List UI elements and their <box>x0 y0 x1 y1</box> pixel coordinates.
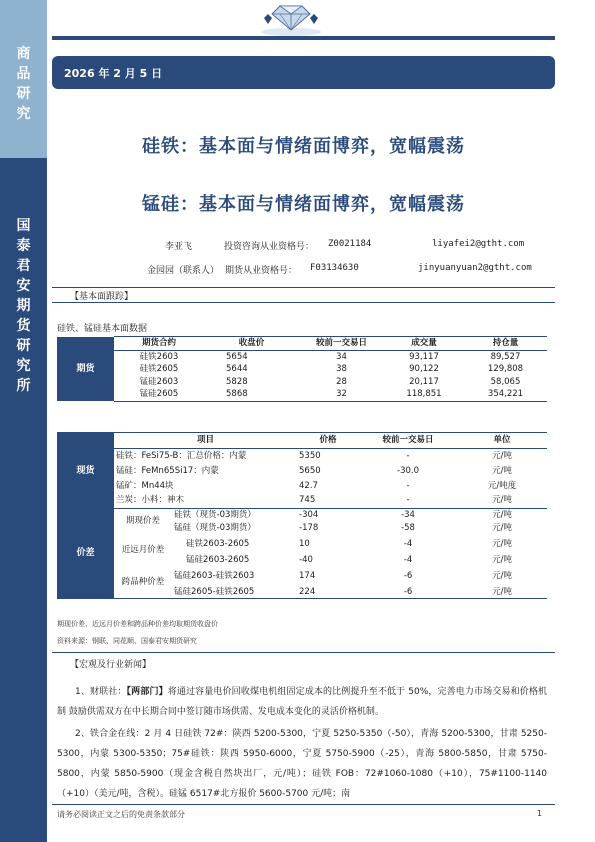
cell: 28 <box>336 376 347 387</box>
cell: 224 <box>297 586 359 599</box>
cell: 锰硅2603 <box>139 376 179 387</box>
date-banner <box>52 56 555 89</box>
sidebar-char: 研 <box>16 338 31 354</box>
sidebar-char: 安 <box>16 278 31 294</box>
cell: 354,221 <box>464 388 547 401</box>
contact-email[interactable]: jinyuanyuan2@gtht.com <box>418 263 532 273</box>
col-unit: 单位 <box>457 433 547 449</box>
section-heading-news: 【宏观及行业新闻】 <box>70 660 152 670</box>
sidebar-char: 期 <box>16 298 31 314</box>
cell: 38 <box>336 364 347 374</box>
sidebar-char: 研 <box>16 86 31 102</box>
table-row <box>57 509 547 522</box>
cell: 93,117 <box>409 351 439 362</box>
cell: 元/吨 <box>492 451 512 462</box>
cell: 元/吨 <box>457 493 547 508</box>
category-spread: 价差 <box>57 509 114 599</box>
footer-rule <box>52 804 555 805</box>
cell: - <box>406 451 410 462</box>
cell: -4 <box>403 538 413 549</box>
cell: 元/吨 <box>457 586 547 599</box>
spread-group-label: 期现价差 <box>125 516 160 527</box>
cell: - <box>406 480 410 491</box>
news-item-2: 2、铁合金在线：2 月 4 日硅铁 72#：陕西 5200-5300，宁夏 5250-5350（-50），青海 5200-5300，甘肃 5250-5300，内蒙 5300-5350；75#硅铁：陕西 5950-6000，宁夏 5750-5900（-25），青海 5800-5850，甘肃 5750-5800，内蒙 5850-5900（现金含税自然块出厂，元/吨）；硅铁 FOB：72#1060-1080（+10），75#1100-1140（+10）（美元/吨，含税）。硅锰 6517#北方报价 5600-5700 元/吨；南 <box>57 729 547 799</box>
table-row <box>57 350 547 363</box>
author-email[interactable]: liyafei2@gtht.com <box>432 239 525 249</box>
news-bold-tag: 【两部门】 <box>126 687 168 697</box>
cell: 锰硅：FeMn65Si17：内蒙 <box>116 465 219 476</box>
cell: -6 <box>359 586 457 599</box>
cell: 锰硅2603-2605 <box>186 554 250 565</box>
table-row <box>57 566 547 586</box>
cell: 34 <box>336 351 347 362</box>
contact-qual-label: 期货从业资格号： <box>225 266 298 276</box>
spread-group-label: 近远月价差 <box>121 544 165 555</box>
cell: 42.7 <box>299 480 318 491</box>
category-spot: 现货 <box>57 433 114 509</box>
news-item-1 <box>57 682 547 722</box>
cell: 硅铁2603 <box>139 351 179 362</box>
cell: 元/吨 <box>492 554 512 565</box>
cell: 元/吨 <box>492 510 512 520</box>
news-text: 将通过容量电价回收煤电机组固定成本的比例提升至不低于 50%，完善电力市场交易和价格机制 鼓励供需双方在中长期合同中签订随市场供需、发电成本变化的灵活价格机制。 <box>57 687 547 717</box>
col-volume: 成交量 <box>384 337 464 351</box>
col-change: 较前一交易日 <box>299 337 384 351</box>
sidebar-char: 君 <box>16 258 31 274</box>
cell: -40 <box>299 554 313 565</box>
report-title-silicon-iron: 硅铁：基本面与情绪面博弈，宽幅震荡 <box>142 136 465 157</box>
cell: 58,065 <box>490 376 521 387</box>
cell: 硅铁2605 <box>139 364 179 374</box>
author-name: 李亚飞 <box>165 242 193 252</box>
sidebar-char: 所 <box>16 378 31 394</box>
header-rule <box>52 36 555 40</box>
table-title: 硅铁、锰硅基本面数据 <box>57 324 148 334</box>
cell: 元/吨 <box>492 522 512 533</box>
cell: 锰硅2605 <box>114 388 204 401</box>
sidebar-char: 商 <box>16 46 31 62</box>
cell: 元/吨 <box>492 570 512 581</box>
cell: 5644 <box>226 364 248 374</box>
contact-qual-no: F03134630 <box>310 263 359 273</box>
cell: 129,808 <box>487 364 524 374</box>
section-rule <box>52 287 555 288</box>
section-rule <box>52 302 555 303</box>
diamond-logo-icon <box>258 2 324 38</box>
cell: 锰矿：Mn44块 <box>116 480 174 491</box>
col-change: 较前一交易日 <box>359 433 457 449</box>
cell: 元/吨 <box>492 465 512 476</box>
sidebar-char: 究 <box>16 106 31 122</box>
contact-name: 金园园（联系人） <box>147 266 220 276</box>
table-row <box>57 464 547 479</box>
news-prefix: 1、财联社： <box>75 687 127 697</box>
cell: 90,122 <box>409 364 439 374</box>
futures-table <box>57 336 547 402</box>
sidebar-bottom-band <box>0 158 47 842</box>
col-contract: 期货合约 <box>114 337 204 351</box>
cell: 89,527 <box>490 351 521 362</box>
footer-disclaimer: 请务必阅读正文之后的免责条款部分 <box>57 810 185 819</box>
cell: -304 <box>299 510 319 520</box>
cell: 元/吨 <box>492 538 512 549</box>
cell: 5828 <box>226 376 248 387</box>
col-close: 收盘价 <box>204 337 299 351</box>
cell: 5868 <box>204 388 299 401</box>
cell: 32 <box>299 388 384 401</box>
cell: 锰硅2605-硅铁2605 <box>172 586 297 599</box>
section-rule <box>52 652 555 653</box>
author-qual-label: 投资咨询从业资格号： <box>224 242 315 252</box>
cell: 元/吨度 <box>487 480 517 491</box>
col-oi: 持仓量 <box>464 337 547 351</box>
table-row <box>57 388 547 401</box>
sidebar-char: 泰 <box>16 238 31 254</box>
cell: -58 <box>401 522 415 533</box>
sidebar-top-band <box>0 0 47 158</box>
cell: 硅铁（现货-03期货） <box>174 510 256 520</box>
cell: 硅铁：FeSi75-B：汇总价格：内蒙 <box>116 451 247 462</box>
cell: -4 <box>403 554 413 565</box>
table-row <box>57 363 547 376</box>
sidebar-bottom-label <box>0 216 47 396</box>
page-number: 1 <box>537 809 543 818</box>
spread-group-label: 跨品种价差 <box>114 566 172 599</box>
table-note: 期现价差、近远月价差和跨品种价差均取期货收盘价 <box>57 620 218 628</box>
cell: 5654 <box>226 351 248 362</box>
report-date: 2026 年 2 月 5 日 <box>64 67 163 80</box>
cell: 174 <box>299 570 316 581</box>
table-row <box>57 493 547 508</box>
sidebar-top-label <box>0 44 47 124</box>
cell: -6 <box>403 570 413 581</box>
cell: 硅铁2603-2605 <box>186 538 250 549</box>
cell: 118,851 <box>384 388 464 401</box>
table-row <box>57 478 547 493</box>
category-futures: 期货 <box>57 337 114 402</box>
table-row <box>57 534 547 554</box>
sidebar-char: 品 <box>16 66 31 82</box>
cell: 745 <box>297 493 359 508</box>
sidebar-char: 货 <box>16 318 31 334</box>
data-source: 资料来源：钢联、同花顺、国泰君安期货研究 <box>57 637 197 645</box>
cell: 锰硅（现货-03期货） <box>174 522 256 533</box>
section-heading-fundamentals: 【基本面跟踪】 <box>70 292 134 302</box>
cell: -178 <box>299 522 319 533</box>
cell: -34 <box>401 510 415 520</box>
sidebar-char: 国 <box>16 218 31 234</box>
cell: 20,117 <box>409 376 439 387</box>
cell: 5350 <box>299 451 321 462</box>
author-qual-no: Z0021184 <box>328 239 372 249</box>
table-row <box>57 448 547 463</box>
col-price: 价格 <box>297 433 359 449</box>
cell: 5650 <box>299 465 321 476</box>
cell: - <box>359 493 457 508</box>
report-title-silicon-manganese: 锰硅：基本面与情绪面博弈，宽幅震荡 <box>142 194 465 215</box>
cell: 锰硅2603-硅铁2603 <box>174 570 255 581</box>
cell: -30.0 <box>397 465 420 476</box>
sidebar-char: 究 <box>16 358 31 374</box>
cell: 10 <box>299 538 310 549</box>
cell: 兰炭：小料：神木 <box>114 493 297 508</box>
col-item: 项目 <box>114 433 297 449</box>
spot-spread-table <box>57 432 547 599</box>
table-row <box>57 376 547 389</box>
